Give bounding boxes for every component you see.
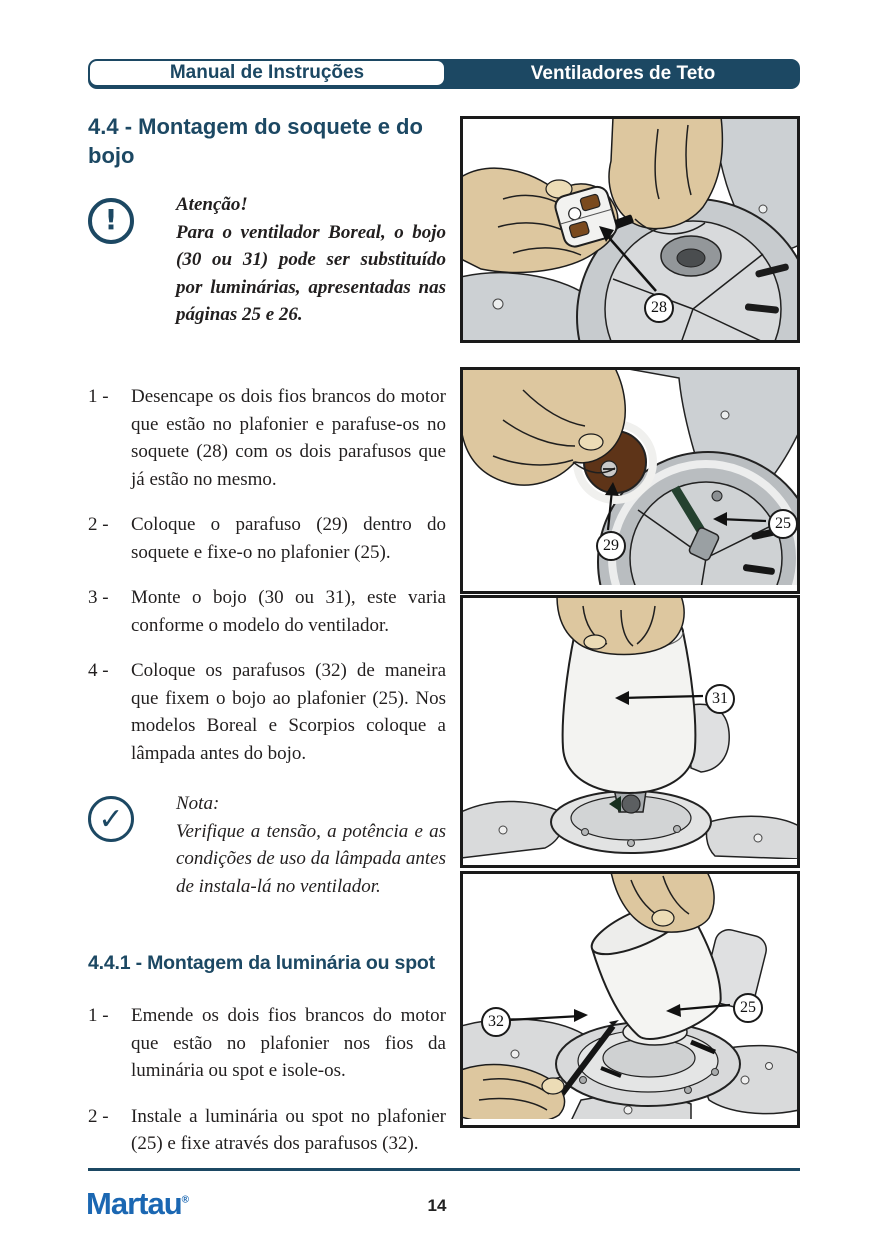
page-number: 14	[427, 1196, 447, 1215]
step-item-4	[88, 657, 446, 767]
callout-25: 25	[768, 509, 798, 539]
step-item-2	[88, 511, 446, 566]
subsection-title: 4.4.1 - Montagem da luminária ou spot	[88, 952, 435, 974]
step-text: Monte o bojo (30 ou 31), este varia conforme o modelo do ventilador.	[131, 587, 446, 636]
figure-place-bojo	[460, 595, 800, 868]
header-right-area	[468, 59, 778, 88]
registered-mark: ®	[181, 1194, 190, 1206]
step-text: Desencape os dois fios brancos do motor que estão no plafonier e parafuse-os no soquete (28) com os dois parafusos que já estão no mesmo.	[131, 386, 446, 490]
step-text: Emende os dois fios brancos do motor que estão no plafonier nos fios da luminária ou spot e isole-os.	[131, 1005, 446, 1081]
screw-socket-illustration	[463, 370, 797, 585]
manual-title: Manual de Instruções	[169, 62, 365, 83]
fan-socket-illustration	[463, 119, 797, 340]
step-text: Coloque os parafusos (32) de maneira que fixem o bojo ao plafonier (25). Nos modelos Boreal e Scorpios coloque a lâmpada antes do bojo.	[131, 660, 446, 764]
sub-step-item-1	[88, 1002, 446, 1085]
figure-mount-socket	[460, 116, 800, 343]
section-title: 4.4 - Montagem do soquete e do bojo	[88, 114, 423, 168]
check-icon: ✓	[88, 796, 134, 842]
figure-fix-bojo	[460, 871, 800, 1128]
step-number: 2 -	[88, 514, 109, 535]
header-bar	[88, 59, 800, 89]
callout-25-b: 25	[733, 993, 763, 1023]
attention-body: Para o ventilador Boreal, o bojo (30 ou 31) pode ser substituído por luminárias, apresentadas nas páginas 25 e 26.	[176, 221, 446, 325]
footer-divider	[88, 1168, 800, 1171]
attention-title: Atenção!	[176, 194, 248, 215]
main-steps-list	[88, 383, 446, 785]
header-left-tab	[90, 61, 444, 85]
step-item-3	[88, 584, 446, 639]
martau-logo: Martau®	[86, 1186, 190, 1221]
step-number: 1 -	[88, 386, 109, 407]
step-text: Instale a luminária ou spot no plafonier (25) e fixe através dos parafusos (32).	[131, 1105, 446, 1154]
attention-block	[176, 191, 446, 329]
callout-29: 29	[596, 531, 626, 561]
step-text: Coloque o parafuso (29) dentro do soquete e fixe-o no plafonier (25).	[131, 514, 446, 563]
callout-28: 28	[644, 293, 674, 323]
product-title: Ventiladores de Teto	[530, 62, 716, 84]
step-number: 2 -	[88, 1105, 109, 1127]
step-number: 1 -	[88, 1005, 109, 1026]
sub-step-item-2	[88, 1103, 446, 1158]
callout-31: 31	[705, 684, 735, 714]
note-title: Nota:	[176, 793, 220, 814]
figure-screw-socket	[460, 367, 800, 594]
step-item-1	[88, 383, 446, 493]
note-block	[176, 790, 446, 900]
exclamation-icon: !	[88, 198, 134, 244]
bojo-placement-illustration	[463, 598, 797, 859]
callout-32: 32	[481, 1007, 511, 1037]
step-number: 3 -	[88, 587, 109, 608]
note-body: Verifique a tensão, a potência e as condições de uso da lâmpada antes de instala-lá no ventilador.	[176, 820, 446, 897]
step-number: 4 -	[88, 660, 109, 681]
sub-steps-list	[88, 1002, 446, 1176]
